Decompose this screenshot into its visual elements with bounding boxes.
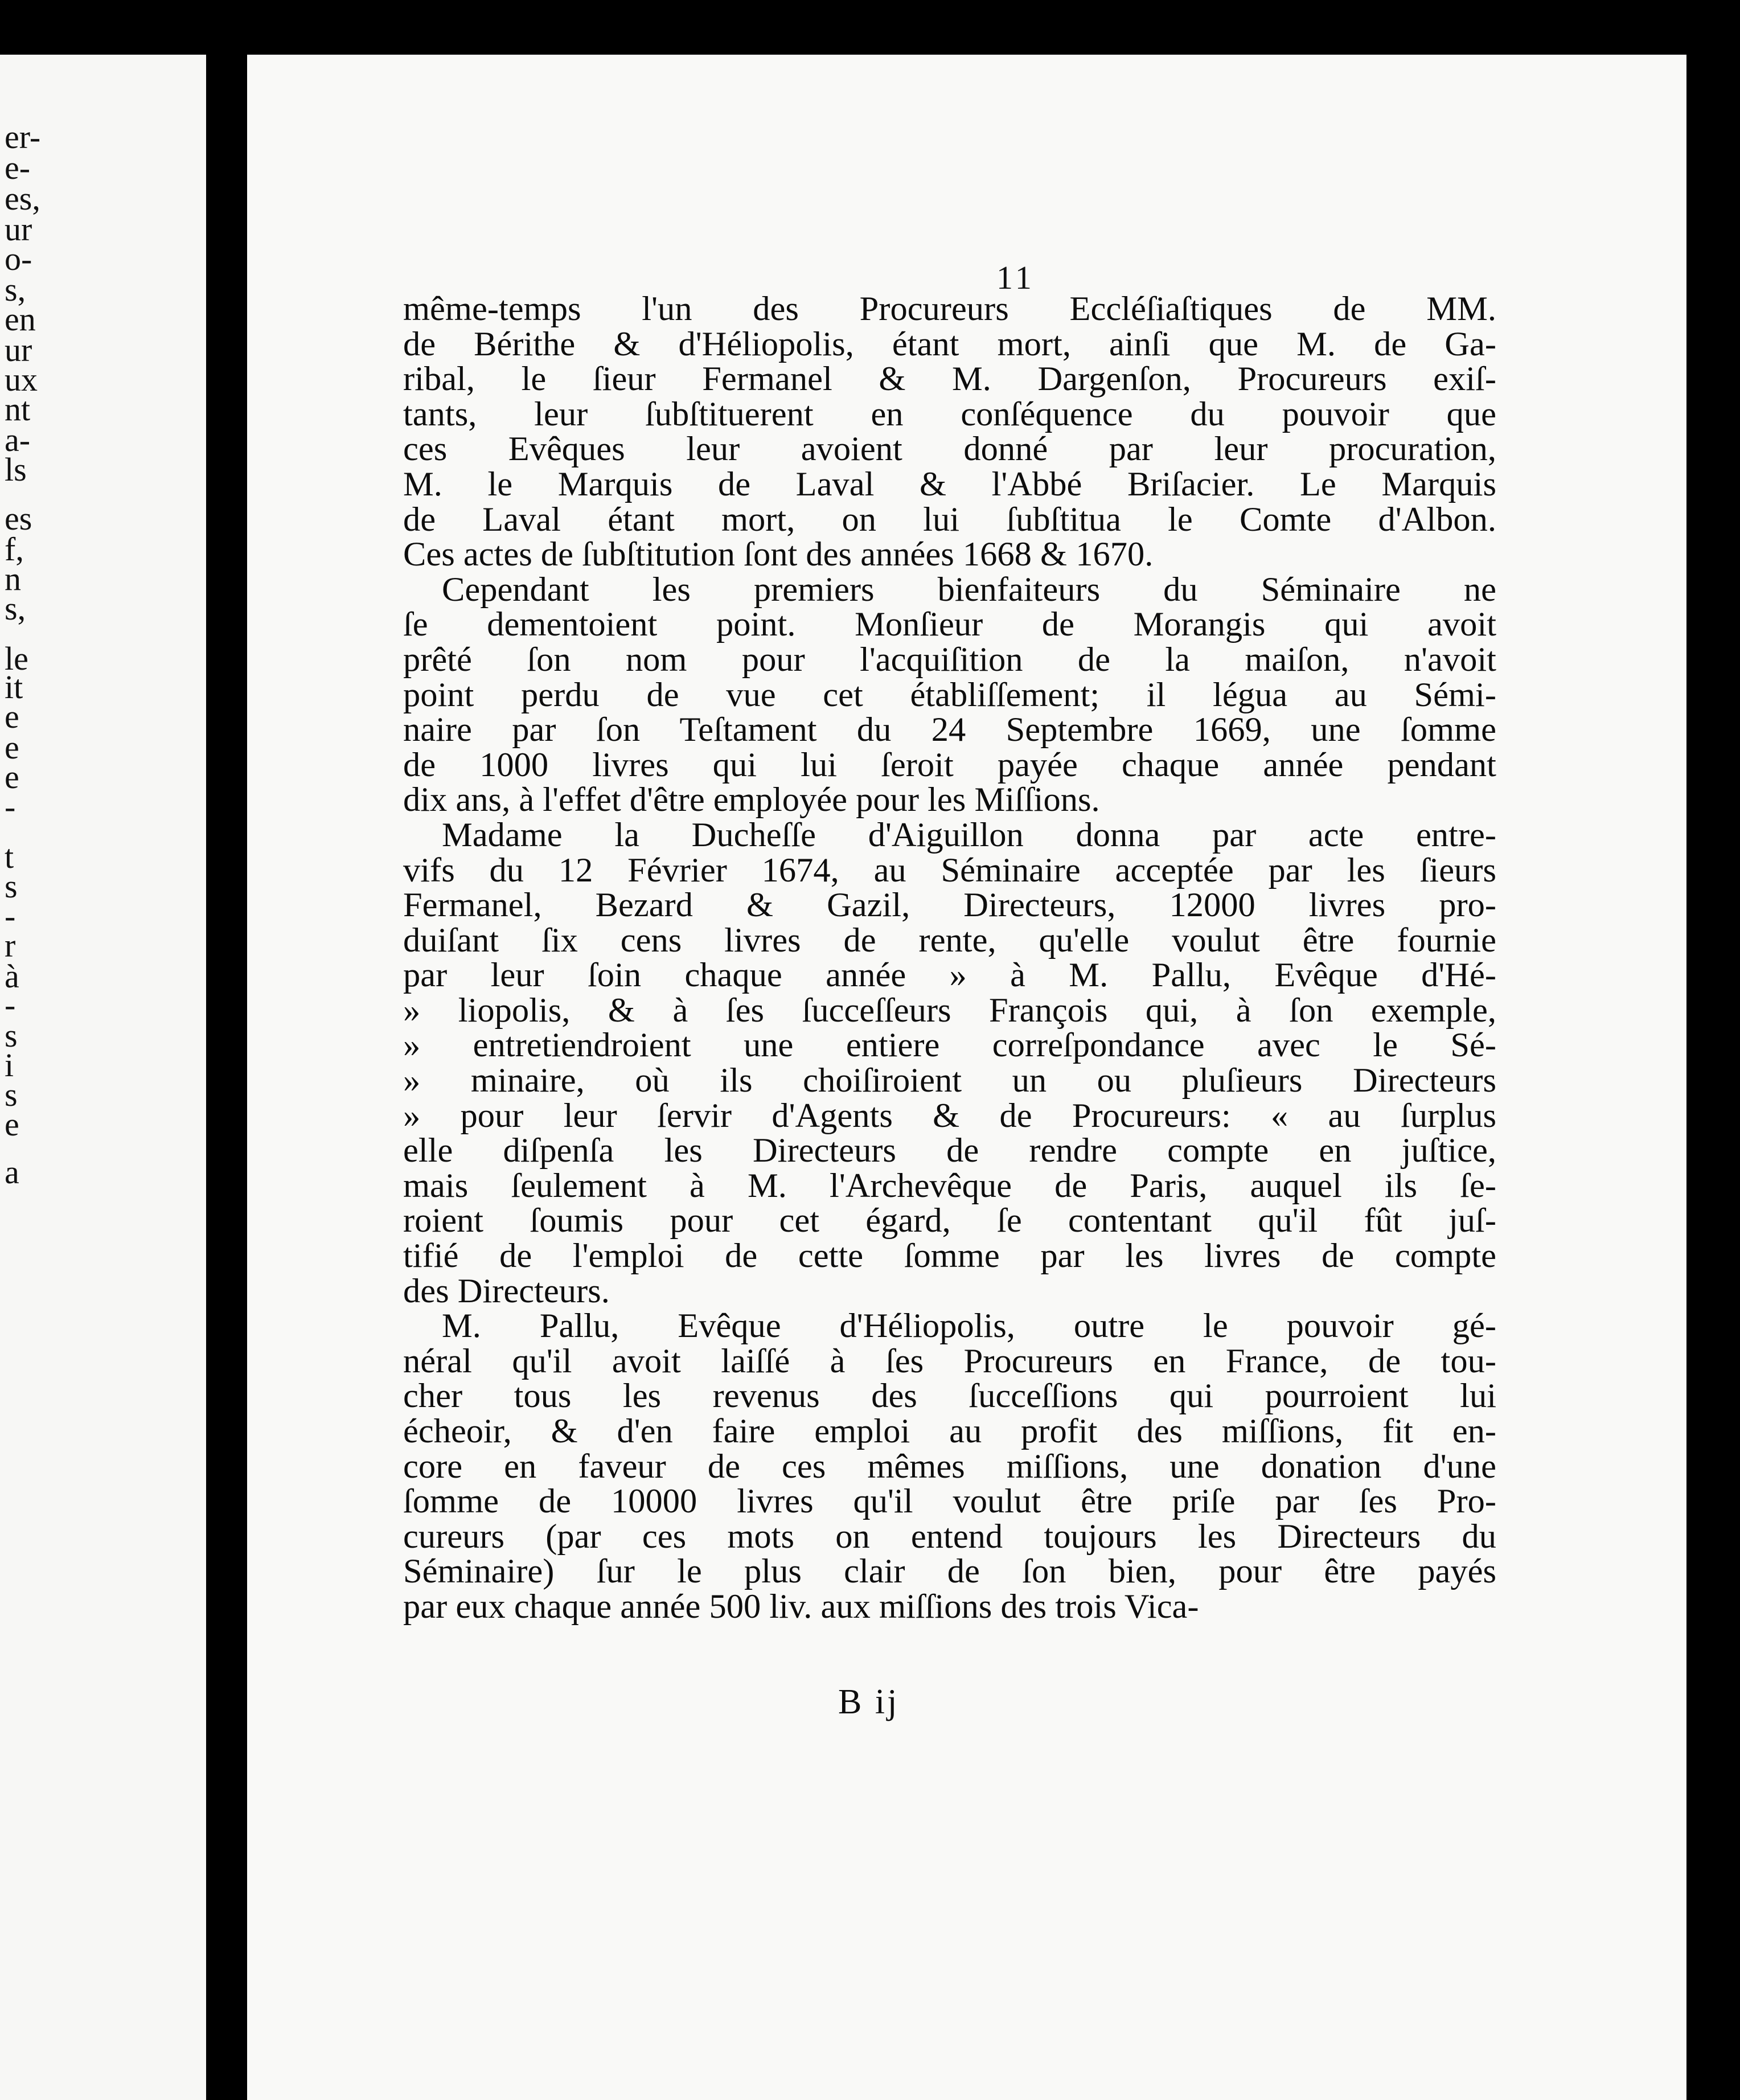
text-line: elle diſpenſa les Directeurs de rendre compte en juſtice, — [403, 1131, 1496, 1170]
left-fragment: à — [5, 958, 19, 995]
left-fragment: e- — [5, 149, 31, 186]
text-line: Séminaire) ſur le plus clair de ſon bien, pour être payés — [403, 1552, 1496, 1591]
left-fragment: s — [5, 868, 18, 905]
page-number: 11 — [996, 259, 1035, 296]
text-line: point perdu de vue cet établiſſement; il légua au Sémi- — [403, 675, 1496, 714]
text-line: M. Pallu, Evêque d'Héliopolis, outre le pouvoir gé- — [442, 1307, 1496, 1346]
text-line: prêté ſon nom pour l'acquiſition de la maiſon, n'avoit — [403, 640, 1496, 679]
text-line: mais ſeulement à M. l'Archevêque de Paris, auquel ils ſe- — [403, 1166, 1496, 1205]
text-line: tifié de l'emploi de cette ſomme par les livres de compte — [403, 1237, 1496, 1275]
text-line: core en faveur de ces mêmes miſſions, une donation d'une — [403, 1447, 1496, 1486]
text-line: ſe dementoient point. Monſieur de Morangis qui avoit — [403, 605, 1496, 644]
page-gutter — [206, 34, 247, 2100]
left-fragment: e — [5, 729, 19, 766]
main-page — [247, 55, 1686, 2100]
text-line: par leur ſoin chaque année » à M. Pallu, Evêque d'Hé- — [403, 956, 1496, 995]
text-line: » minaire, où ils choiſiroient un ou pluſieurs Directeurs — [403, 1061, 1496, 1100]
text-line: même-temps l'un des Procureurs Eccléſiaſtiques de MM. — [403, 290, 1496, 328]
text-line: duiſant ſix cens livres de rente, qu'elle voulut être fournie — [403, 921, 1496, 959]
left-fragment: s — [5, 1076, 18, 1113]
signature-mark: B ij — [838, 1683, 900, 1721]
text-line: ribal, le ſieur Fermanel & M. Dargenſon, Procureurs exiſ- — [403, 360, 1496, 399]
left-fragment: es — [5, 500, 32, 537]
text-line: dix ans, à l'effet d'être employée pour les Miſſions. — [403, 781, 1100, 819]
text-line: cureurs (par ces mots on entend toujours les Directeurs du — [403, 1517, 1496, 1556]
left-fragment: nt — [5, 391, 31, 428]
right-page-shadow — [1686, 34, 1740, 2100]
text-line: néral qu'il avoit laiſſé à ſes Procureurs en France, de tou- — [403, 1342, 1496, 1380]
text-line: de 1000 livres qui lui ſeroit payée chaque année pendant — [403, 745, 1496, 784]
left-fragment: ls — [5, 451, 27, 488]
text-line: ces Evêques leur avoient donné par leur procuration, — [403, 430, 1496, 469]
left-fragment: i — [5, 1047, 14, 1084]
text-line: M. le Marquis de Laval & l'Abbé Briſacier. Le Marquis — [403, 465, 1496, 503]
text-line: Madame la Ducheſſe d'Aiguillon donna par acte entre- — [442, 815, 1496, 854]
left-fragment: ur — [5, 331, 32, 368]
left-fragment: - — [5, 788, 16, 825]
left-fragment: s, — [5, 590, 26, 627]
left-fragment: en — [5, 301, 36, 338]
left-fragment: es, — [5, 180, 40, 217]
page-body-text — [403, 292, 1496, 1625]
left-page-fragment — [0, 55, 206, 2100]
page-top-edge — [247, 34, 1740, 57]
left-fragment: er- — [5, 118, 41, 155]
text-line: de Laval étant mort, on lui ſubſtitua le Comte d'Albon. — [403, 500, 1496, 539]
text-line: » pour leur ſervir d'Agents & de Procureurs: « au ſurplus — [403, 1096, 1496, 1135]
left-fragment: r — [5, 927, 16, 964]
text-line: Ces actes de ſubſtitution ſont des années 1668 & 1670. — [403, 535, 1154, 574]
left-fragment: e — [5, 1106, 19, 1143]
text-line: cher tous les revenus des ſucceſſions qui pourroient lui — [403, 1377, 1496, 1416]
left-fragment: it — [5, 668, 23, 706]
text-line: » entretiendroient une entiere correſpondance avec le Sé- — [403, 1026, 1496, 1065]
left-fragment: - — [5, 897, 16, 934]
left-fragment: a- — [5, 421, 31, 458]
text-line: des Directeurs. — [403, 1272, 610, 1310]
text-line: roient ſoumis pour cet égard, ſe contentant qu'il fût juſ- — [403, 1201, 1496, 1240]
text-line: » liopolis, & à ſes ſucceſſeurs François qui, à ſon exemple, — [403, 991, 1496, 1030]
text-line: ſomme de 10000 livres qu'il voulut être priſe par ſes Pro- — [403, 1482, 1496, 1521]
text-line: tants, leur ſubſtituerent en conſéquence du pouvoir que — [403, 395, 1496, 433]
left-fragment: - — [5, 986, 16, 1023]
left-fragment: o- — [5, 240, 32, 277]
left-fragment: t — [5, 838, 14, 875]
left-fragment: n — [5, 560, 21, 597]
left-fragment: e — [5, 758, 19, 795]
left-fragment: ux — [5, 361, 38, 398]
text-line: naire par ſon Teſtament du 24 Septembre 1669, une ſomme — [403, 711, 1496, 749]
left-fragment: s — [5, 1017, 18, 1054]
text-line: par eux chaque année 500 liv. aux miſſions des trois Vica- — [403, 1587, 1199, 1626]
text-line: Fermanel, Bezard & Gazil, Directeurs, 12000 livres pro- — [403, 886, 1496, 925]
left-fragment: f, — [5, 531, 24, 568]
left-fragment: s, — [5, 271, 26, 308]
text-line: vifs du 12 Février 1674, au Séminaire acceptée par les ſieurs — [403, 851, 1496, 889]
left-fragment: e — [5, 698, 19, 735]
left-fragment: a — [5, 1154, 19, 1191]
text-line: de Bérithe & d'Héliopolis, étant mort, ainſi que M. de Ga- — [403, 325, 1496, 363]
left-fragment: le — [5, 640, 28, 677]
text-line: écheoir, & d'en faire emploi au profit des miſſions, fit en- — [403, 1412, 1496, 1450]
text-line: Cependant les premiers bienfaiteurs du Séminaire ne — [442, 570, 1496, 609]
left-fragment: ur — [5, 211, 32, 248]
